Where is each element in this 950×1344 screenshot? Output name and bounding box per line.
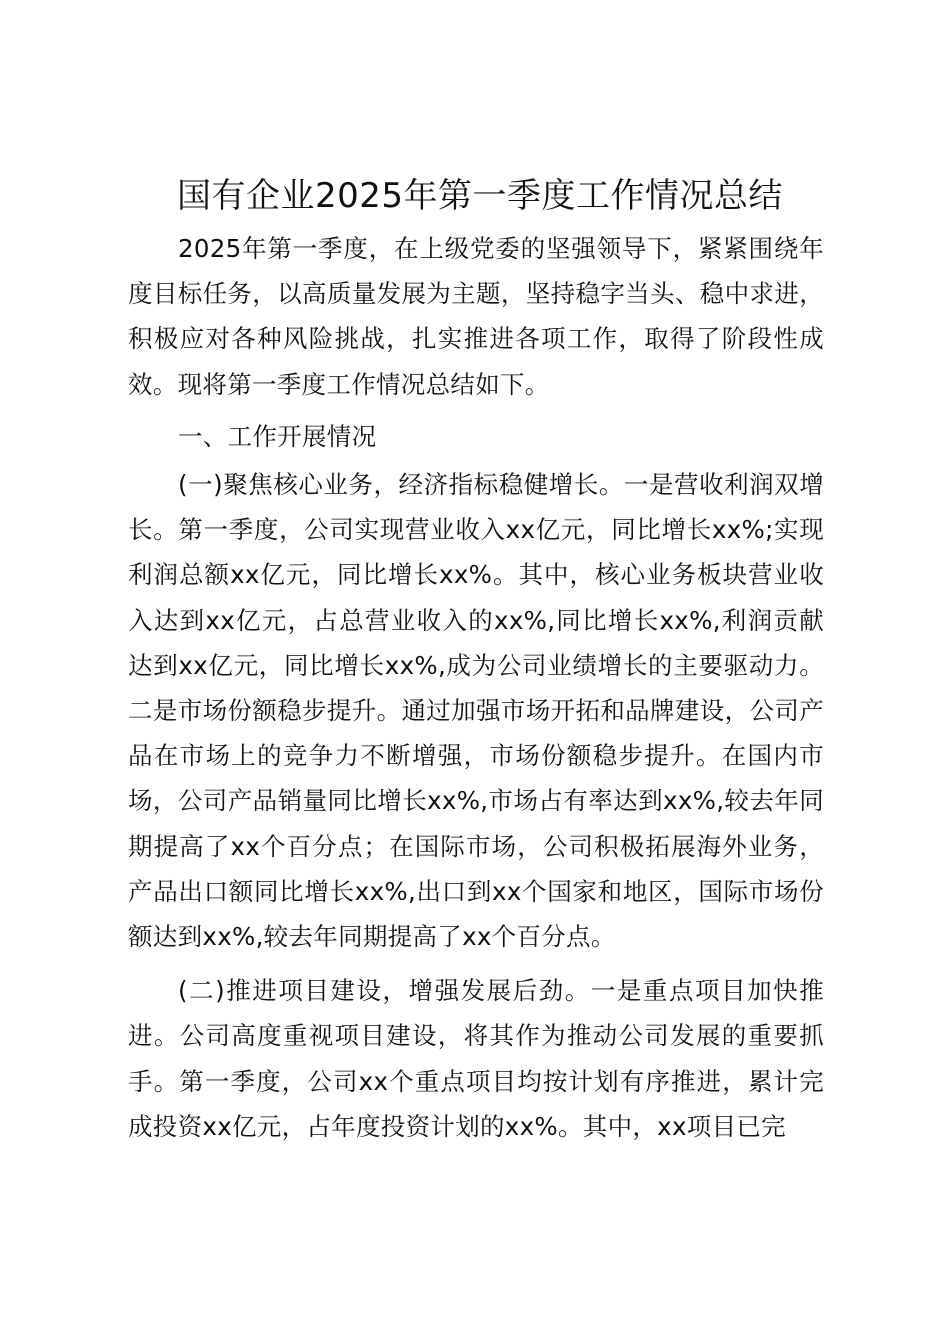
section-heading: 一、工作开展情况 [178,421,377,451]
subsection-2-paragraph: (二)推进项目建设，增强发展后劲。一是重点项目加快推进。公司高度重视项目建设，将其作为推动公司发展的重要抓手。第一季度，公司xx个重点项目均按计划有序推进，累计完成投资xx亿元，占年度投资计划的xx%。其中，xx项目已完 [128,976,824,1141]
intro-paragraph: 2025年第一季度，在上级党委的坚强领导下，紧紧围绕年度目标任务，以高质量发展为主题，坚持稳字当头、稳中求进，积极应对各种风险挑战，扎实推进各项工作，取得了阶段性成效。现将第一季度工作情况总结如下。 [128,234,824,399]
document-body [128,226,824,1149]
subsection-1-paragraph: (一)聚焦核心业务，经济指标稳健增长。一是营收利润双增长。第一季度，公司实现营业收入xx亿元，同比增长xx%;实现利润总额xx亿元，同比增长xx%。其中，核心业务板块营业收入达到xx亿元，占总营业收入的xx%,同比增长xx%,利润贡献达到xx亿元，同比增长xx%,成为公司业绩增长的主要驱动力。二是市场份额稳步提升。通过加强市场开拓和品牌建设，公司产品在市场上的竞争力不断增强，市场份额稳步提升。在国内市场，公司产品销量同比增长xx%,市场占有率达到xx%,较去年同期提高了xx个百分点；在国际市场，公司积极拓展海外业务，产品出口额同比增长xx%,出口到xx个国家和地区，国际市场份额达到xx%,较去年同期提高了xx个百分点。 [128,470,824,952]
document-title: 国有企业2025年第一季度工作情况总结 [176,176,784,216]
